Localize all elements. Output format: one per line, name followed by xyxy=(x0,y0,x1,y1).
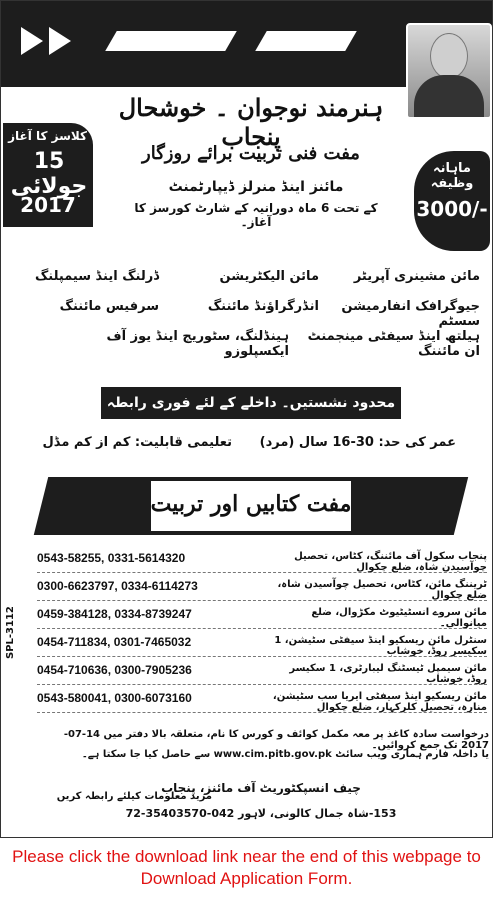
contact-address: مائن سیمپل ٹیسٹنگ لیبارٹری، 1 سکیسر روڈ، خوشاب xyxy=(289,663,487,685)
contact-address: ٹریننگ مائن، کٹاس، تحصیل چوآسیدن شاہ، ضلع چکوال xyxy=(277,579,487,601)
main-title: ہنرمند نوجوان ۔ خوشحال پنجاب xyxy=(118,93,384,151)
contact-phones: 0454-711834, 0301-7465032 xyxy=(37,635,192,649)
table-row xyxy=(37,603,487,629)
table-row xyxy=(37,659,487,685)
chevron-right-icon xyxy=(49,27,71,55)
row-divider xyxy=(37,712,487,713)
row-divider xyxy=(37,628,487,629)
row-divider xyxy=(37,656,487,657)
limited-seats-banner: محدود نشستیں۔ داخلے کے لئے فوری رابطہ کریں۔ xyxy=(101,387,401,419)
row-divider xyxy=(37,572,487,573)
row-divider xyxy=(37,600,487,601)
contact-phones: 0454-710636, 0300-7905236 xyxy=(37,663,192,677)
contact-phones: 0543-580041, 0300-6073160 xyxy=(37,691,192,705)
course-item: جیوگرافک انفارمیشن سسٹم xyxy=(341,299,480,329)
class-start-year: 2017 xyxy=(20,193,76,217)
portrait-photo xyxy=(406,23,492,119)
class-start-label: کلاسز کا آغاز xyxy=(8,129,87,143)
portrait-head xyxy=(430,33,468,79)
free-books-heading: مفت کتابیں اور تربیت xyxy=(150,491,352,517)
class-start-box xyxy=(3,123,93,227)
contact-address: مائن سروے انسٹیٹیوٹ مکڑوال، ضلع میانوالی۔ xyxy=(311,607,487,629)
chevron-right-icon xyxy=(21,27,43,55)
website-instructions: یا داخلہ فارم ہماری ویب سائٹ www.cim.pitb.gov.pk سے حاصل کیا جا سکتا ہے۔ xyxy=(81,749,489,760)
course-item: انڈرگراؤنڈ مائننگ xyxy=(207,299,319,314)
contact-phones: 0300-6623797, 0334-6114273 xyxy=(37,579,198,593)
course-item: سرفیس مائننگ xyxy=(59,299,159,314)
contact-address: پنجاب سکول آف مائننگ، کٹاس، تحصیل چوآسیدن شاہ، ضلع چکوال xyxy=(294,551,487,573)
class-start-date: 15 جولائی xyxy=(10,149,88,199)
stipend-amount: 3000/- xyxy=(416,197,488,221)
banner-stripe xyxy=(255,31,357,51)
contact-phones: 0543-58255, 0331-5614320 xyxy=(37,551,186,565)
course-item: مائن مشینری آپریٹر xyxy=(353,269,480,284)
organization-address: 153-شاہ جمال کالونی، لاہور 042-35403570-72 xyxy=(125,807,397,820)
application-instructions: درخواست سادہ کاغذ پر معہ مکمل کوائف و کورس کا نام، متعلقہ بالا دفتر میں 14-07-2017 تک جمع کروائیں۔ xyxy=(63,729,489,751)
more-info-label: مزید معلومات کیلئے رابطہ کریں xyxy=(56,791,212,802)
contact-address: سنٹرل مائن ریسکیو اینڈ سیفٹی سٹیشن، 1 سکیسر روڈ، خوشاب xyxy=(274,635,487,657)
course-duration-note: کے تحت 6 ماہ دورانیہ کے شارٹ کورسز کا آغاز۔ xyxy=(134,201,378,229)
table-row xyxy=(37,547,487,573)
table-row xyxy=(37,575,487,601)
department-name: مائنز اینڈ منرلز ڈیپارٹمنٹ xyxy=(168,179,344,195)
course-item: ہینڈلنگ، سٹوریج اینڈ یوز آف ایکسپلوزو xyxy=(106,329,289,359)
banner-stripe xyxy=(105,31,237,51)
row-divider xyxy=(37,684,487,685)
ad-code: SPL-3112 xyxy=(5,606,16,659)
table-row xyxy=(37,631,487,657)
portrait-body xyxy=(414,75,484,117)
education-requirement: تعلیمی قابلیت: کم از کم مڈل xyxy=(42,435,232,450)
age-limit: عمر کی حد: 30-16 سال (مرد) xyxy=(259,435,456,450)
table-row xyxy=(37,687,487,713)
contact-phones: 0459-384128, 0334-8739247 xyxy=(37,607,192,621)
stipend-label: ماہانہ وظیفہ xyxy=(430,161,474,191)
download-instruction: Please click the download link near the end of this webpage to Download Application Form. xyxy=(12,847,481,888)
contact-address: مائن ریسکیو اینڈ سیفٹی ایریا سب سٹیشن، منارہ، تحصیل کلرکہار، ضلع چکوال xyxy=(272,691,487,713)
course-item: ڈرلنگ اینڈ سیمپلنگ xyxy=(34,269,159,284)
course-item: ہیلتھ اینڈ سیفٹی مینجمنٹ ان مائننگ xyxy=(307,329,480,359)
stipend-bubble xyxy=(414,151,490,251)
issuing-organization: چیف انسپکٹوریٹ آف مائنز، پنجاب xyxy=(161,781,361,795)
subtitle: مفت فنی تربیت برائے روزگار xyxy=(142,143,360,164)
course-item: مائن الیکٹریشن xyxy=(219,269,319,284)
